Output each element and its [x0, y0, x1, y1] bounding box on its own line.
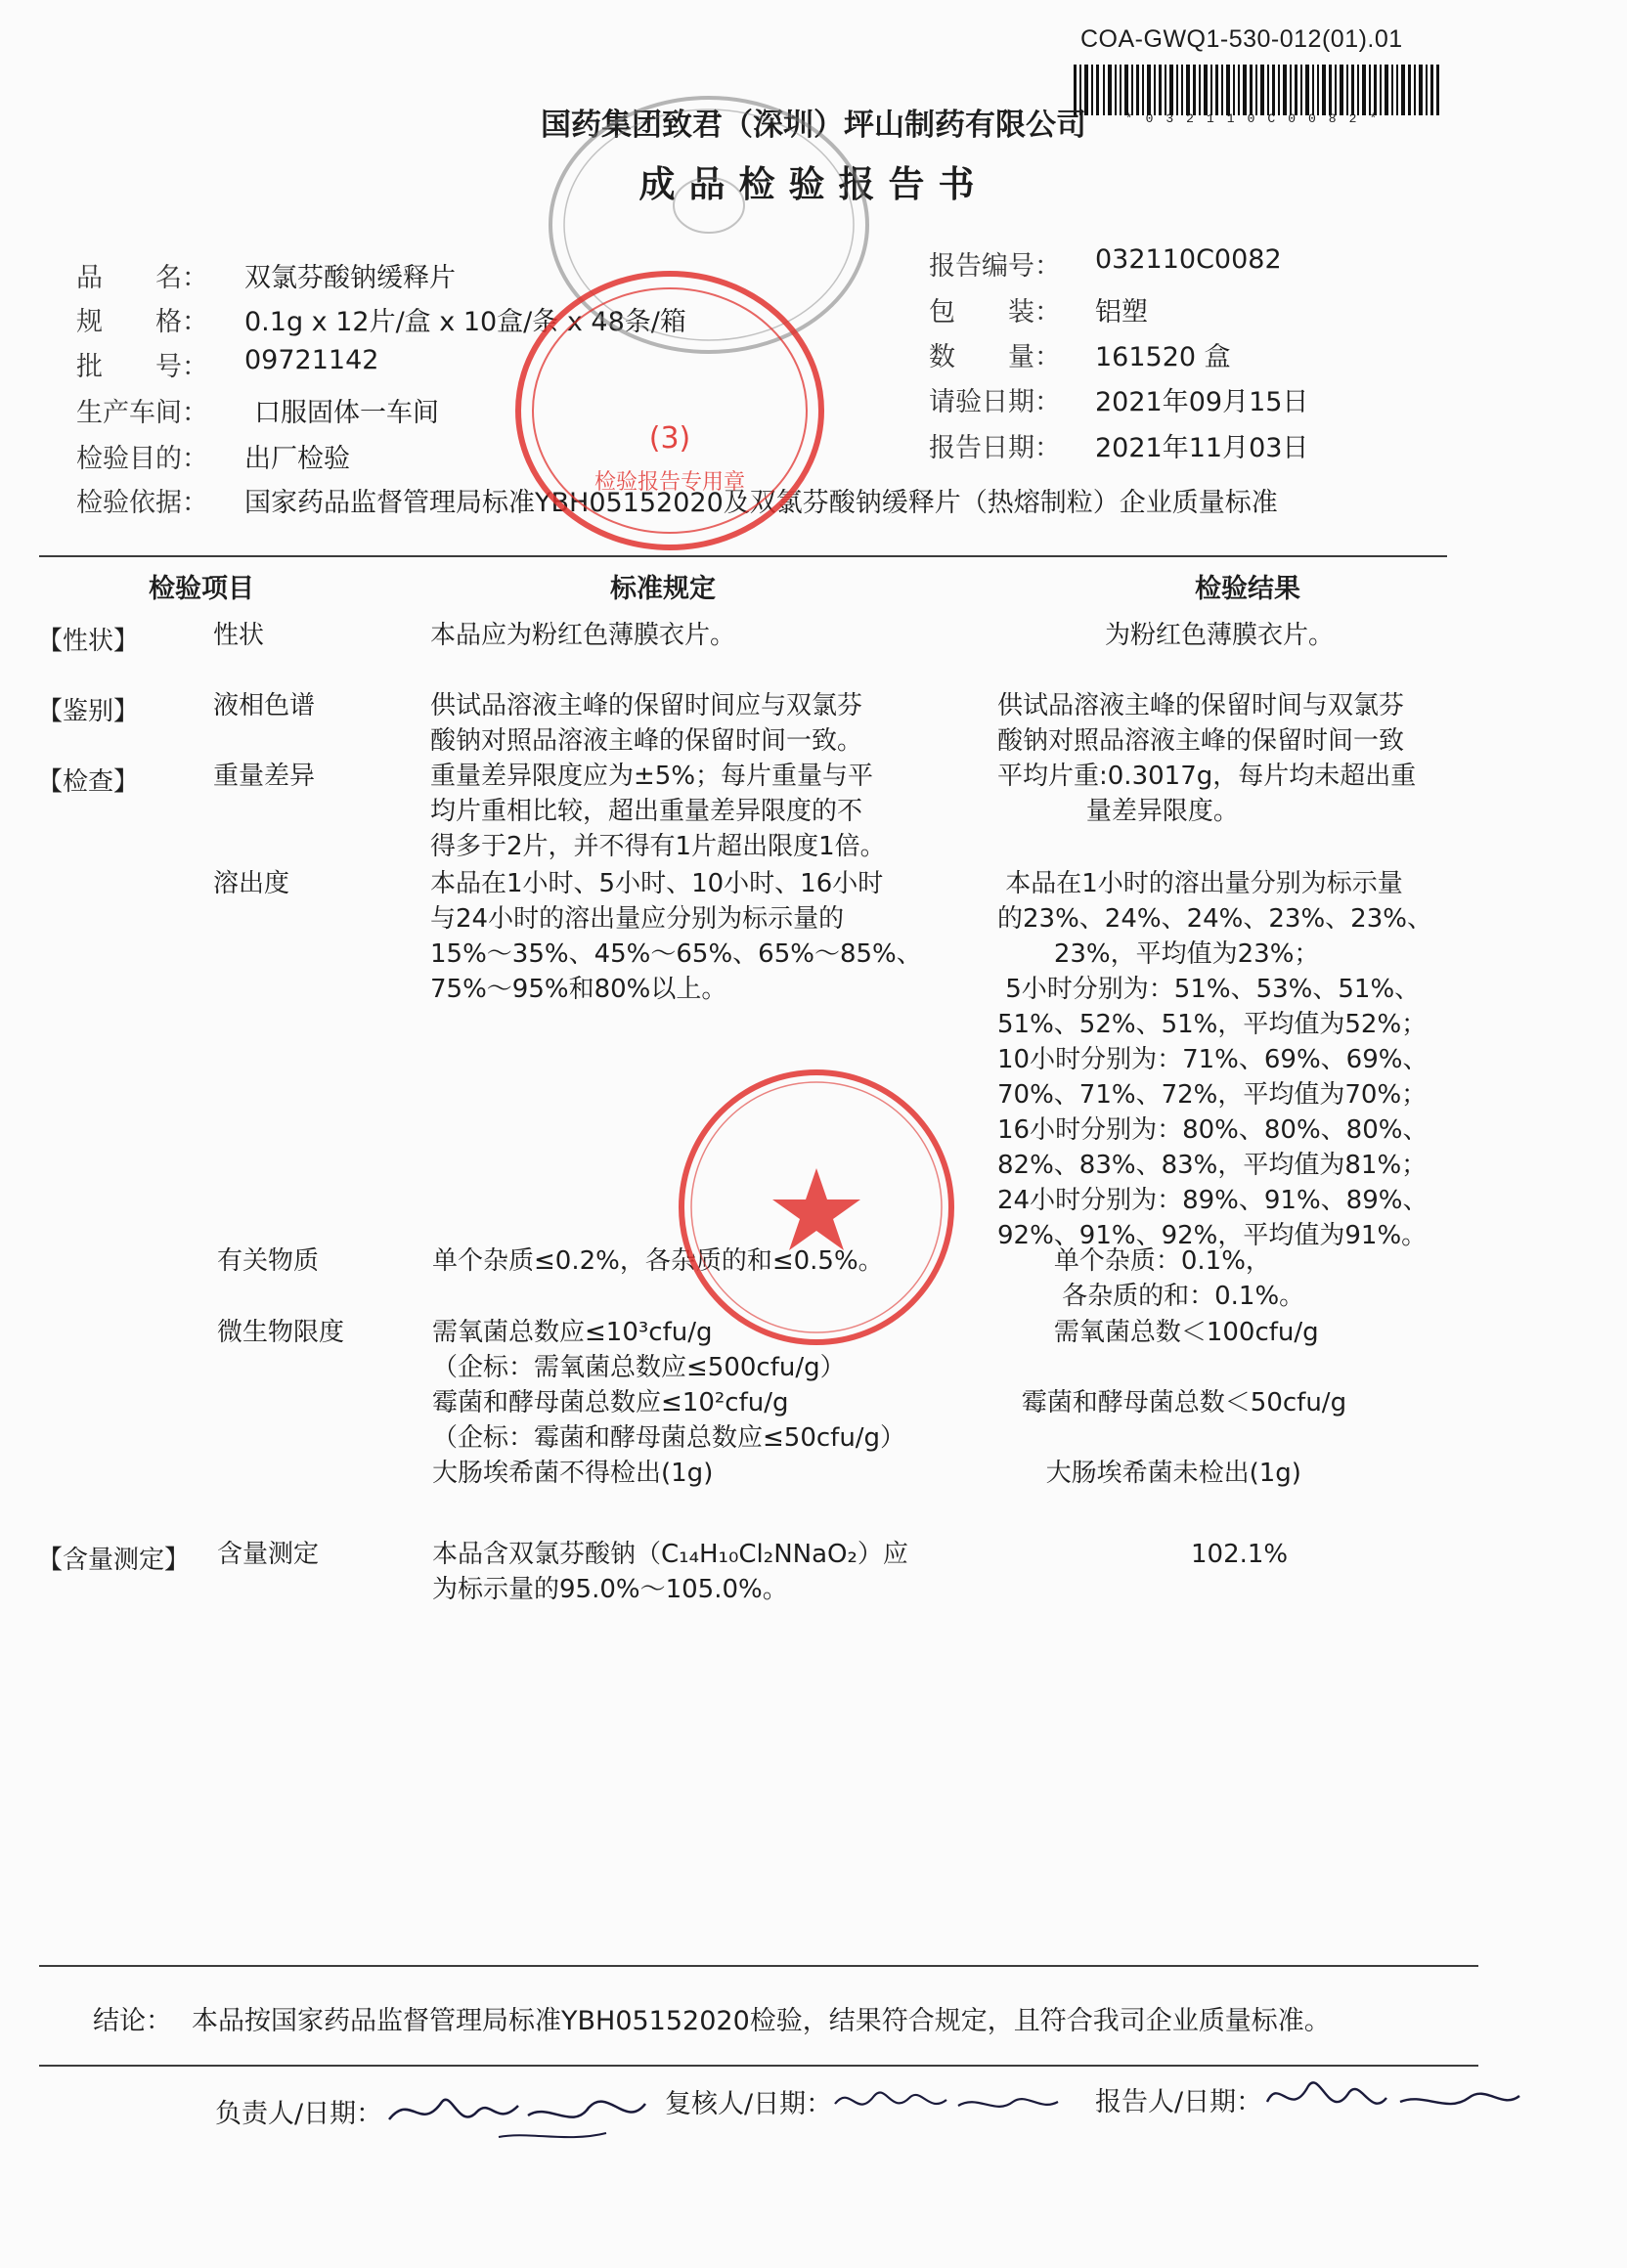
info-value-report-date: 2021年11月03日 — [1095, 433, 1309, 463]
row-result: 为粉红色薄膜衣片。 — [1105, 621, 1335, 650]
info-label-basis: 检验依据： — [76, 488, 208, 518]
info-value-spec: 0.1g x 12片/盒 x 10盒/条 x 48条/箱 — [244, 307, 686, 337]
header-result: 检验结果 — [1195, 574, 1300, 604]
info-label-quantity: 数 量： — [929, 342, 1061, 372]
row-category: 【鉴别】 — [37, 697, 140, 726]
info-value-basis: 国家药品监督管理局标准YBH05152020及双氯芬酸钠缓释片（热熔制粒）企业质量标准 — [244, 488, 1278, 518]
info-label-spec: 规 格： — [76, 307, 208, 337]
info-value-workshop: 口服固体一车间 — [254, 398, 439, 428]
info-label-package: 包 装： — [929, 297, 1061, 327]
row-result: 本品在1小时的溶出量分别为标示量 的23%、24%、24%、23%、23%、 23%，平均值为23%； 5小时分别为：51%、53%、51%、 51%、52%、51%，平均值为52%； 10小时分别为：71%、69%、69%、 70%、71%、72%，平均值为70%； 16小时分别为：80%、80%、80%、 82%、83%、83%，平均值为81%； 24小时分别为：89%、91%、89%、 92%、91%、92%，平均值为91%。 — [997, 869, 1432, 1250]
row-category: 【性状】 — [37, 627, 140, 656]
page-title: 成品检验报告书 — [638, 163, 989, 205]
row-result: 需氧菌总数＜100cfu/g 霉菌和酵母菌总数＜50cfu/g 大肠埃希菌未检出(1g) — [1021, 1318, 1347, 1488]
header-item: 检验项目 — [149, 574, 254, 604]
info-value-request-date: 2021年09月15日 — [1095, 387, 1309, 417]
info-label-report-date: 报告日期： — [929, 433, 1061, 463]
signature-reviewer — [831, 2069, 1066, 2137]
divider — [39, 1965, 1478, 1967]
signature-label-reporter: 报告人/日期： — [1095, 2087, 1263, 2117]
qc-seal-red — [508, 264, 831, 557]
row-item: 溶出度 — [213, 869, 290, 898]
row-item: 液相色谱 — [213, 691, 316, 720]
conclusion-text: 本品按国家药品监督管理局标准YBH05152020检验，结果符合规定，且符合我司企业质量标准。 — [192, 2006, 1331, 2036]
row-result: 供试品溶液主峰的保留时间与双氯芬 酸钠对照品溶液主峰的保留时间一致 — [997, 691, 1405, 756]
row-item: 重量差异 — [213, 762, 316, 791]
row-standard: 供试品溶液主峰的保留时间应与双氯芬 酸钠对照品溶液主峰的保留时间一致。 — [430, 691, 863, 756]
signature-manager — [381, 2072, 665, 2151]
info-value-quantity: 161520 盒 — [1095, 342, 1231, 372]
row-item: 含量测定 — [217, 1540, 320, 1569]
row-category: 【含量测定】 — [37, 1546, 191, 1575]
info-label-report-no: 报告编号： — [929, 251, 1061, 282]
row-standard: 本品含双氯芬酸钠（C₁₄H₁₀Cl₂NNaO₂）应 为标示量的95.0%～105.0%。 — [432, 1540, 908, 1604]
info-value-name: 双氯芬酸钠缓释片 — [244, 263, 456, 293]
row-item: 有关物质 — [217, 1246, 320, 1276]
company-name: 国药集团致君（深圳）坪山制药有限公司 — [541, 108, 1086, 143]
row-result: 平均片重:0.3017g，每片均未超出重 量差异限度。 — [997, 762, 1417, 826]
info-label-request-date: 请验日期： — [929, 387, 1061, 417]
row-standard: 本品在1小时、5小时、10小时、16小时 与24小时的溶出量应分别为标示量的 15%～35%、45%～65%、65%～85%、 75%～95%和80%以上。 — [430, 869, 922, 1004]
star-icon — [772, 1168, 860, 1250]
qc-seal-inner-text: 检验报告专用章 — [594, 470, 746, 495]
row-category: 【检查】 — [37, 767, 140, 797]
signature-label-manager: 负责人/日期： — [215, 2099, 383, 2129]
row-standard: 本品应为粉红色薄膜衣片。 — [430, 621, 736, 650]
conclusion-label: 结论： — [93, 2006, 172, 2036]
row-standard: 重量差异限度应为±5%；每片重量与平 均片重相比较，超出重量差异限度的不 得多于2片，并不得有1片超出限度1倍。 — [430, 762, 886, 861]
header-standard: 标准规定 — [610, 574, 716, 604]
document-code: COA-GWQ1-530-012(01).01 — [1080, 25, 1403, 53]
qc-seal-number: (3) — [648, 421, 691, 456]
barcode-caption: *032110C0082* — [1124, 111, 1390, 126]
info-label-batch: 批 号： — [76, 352, 208, 382]
info-value-package: 铝塑 — [1095, 297, 1148, 327]
signature-label-reviewer: 复核人/日期： — [665, 2089, 833, 2119]
row-result: 102.1% — [1191, 1540, 1289, 1569]
row-item: 性状 — [213, 621, 265, 650]
info-value-batch: 09721142 — [244, 345, 379, 375]
row-standard: 需氧菌总数应≤10³cfu/g （企标：需氧菌总数应≤500cfu/g） 霉菌和酵母菌总数应≤10²cfu/g （企标：霉菌和酵母菌总数应≤50cfu/g） 大肠埃希菌不得检出(1g) — [432, 1318, 906, 1488]
row-item: 微生物限度 — [217, 1318, 345, 1347]
row-standard: 单个杂质≤0.2%，各杂质的和≤0.5%。 — [432, 1246, 884, 1276]
distributor-seal-red — [675, 1066, 958, 1349]
info-value-purpose: 出厂检验 — [244, 444, 350, 474]
row-result: 单个杂质：0.1%， 各杂质的和：0.1%。 — [1053, 1246, 1305, 1311]
info-label-name: 品 名： — [76, 263, 208, 293]
info-label-purpose: 检验目的： — [76, 444, 208, 474]
signature-reporter — [1261, 2063, 1525, 2141]
info-value-report-no: 032110C0082 — [1095, 244, 1282, 275]
info-label-workshop: 生产车间： — [76, 398, 208, 428]
